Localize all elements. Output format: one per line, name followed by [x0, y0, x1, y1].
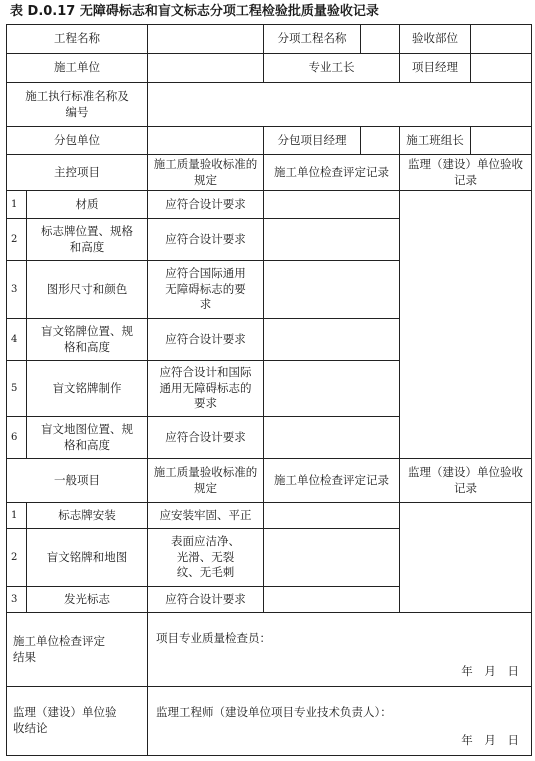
check-record-cell[interactable] [264, 191, 400, 219]
item-name: 盲文铭牌制作 [27, 361, 148, 417]
item-name: 材质 [27, 191, 148, 219]
acceptance-record-table [6, 24, 532, 756]
item-number: 1 [7, 503, 27, 529]
item-standard: 应符合设计要求 [148, 191, 264, 219]
subcontract-manager-label: 分包项目经理 [264, 127, 361, 155]
item-number: 1 [7, 191, 27, 219]
construction-unit-label: 施工单位 [7, 54, 148, 83]
item-name: 盲文地图位置、规格和高度 [27, 417, 148, 459]
general-supervision-record-cell[interactable] [400, 503, 532, 613]
item-name: 标志牌安装 [27, 503, 148, 529]
item-number: 5 [7, 361, 27, 417]
check-record-cell[interactable] [264, 417, 400, 459]
item-number: 3 [7, 587, 27, 613]
team-leader-value[interactable] [471, 127, 532, 155]
quality-inspector-label: 项目专业质量检查员： [156, 631, 271, 645]
item-standard: 应安装牢固、平正 [148, 503, 264, 529]
check-record-cell[interactable] [264, 361, 400, 417]
check-record-cell[interactable] [264, 219, 400, 261]
team-leader-label: 施工班组长 [400, 127, 471, 155]
subcontract-unit-value[interactable] [148, 127, 264, 155]
item-number: 4 [7, 319, 27, 361]
item-name: 发光标志 [27, 587, 148, 613]
construction-result-label: 施工单位检查评定结果 [7, 613, 148, 687]
check-record-cell[interactable] [264, 319, 400, 361]
main-col-supervision: 监理（建设）单位验收记录 [400, 155, 532, 191]
project-manager-label: 项目经理 [400, 54, 471, 83]
standard-name-value[interactable] [148, 83, 532, 127]
general-col-check: 施工单位检查评定记录 [264, 459, 400, 503]
page-title: 表 D.0.17 无障碍标志和盲文标志分项工程检验批质量验收记录 [10, 4, 379, 19]
acceptance-part-value[interactable] [471, 25, 532, 54]
general-col-standard: 施工质量验收标准的规定 [148, 459, 264, 503]
main-col-standard: 施工质量验收标准的规定 [148, 155, 264, 191]
table-row [7, 191, 532, 219]
item-standard: 应符合设计要求 [148, 417, 264, 459]
construction-date: 年 月 日 [461, 664, 519, 679]
item-standard: 应符合设计和国际通用无障碍标志的要求 [148, 361, 264, 417]
item-name: 盲文铭牌和地图 [27, 529, 148, 587]
subproject-name-value[interactable] [361, 25, 400, 54]
general-section-label: 一般项目 [7, 459, 148, 503]
construction-unit-value[interactable] [148, 54, 264, 83]
check-record-cell[interactable] [264, 261, 400, 319]
item-number: 2 [7, 219, 27, 261]
item-name: 图形尺寸和颜色 [27, 261, 148, 319]
item-standard: 应符合设计要求 [148, 319, 264, 361]
supervision-engineer-label: 监理工程师（建设单位项目专业技术负责人）： [156, 705, 392, 719]
standard-name-label: 施工执行标准名称及编号 [7, 83, 148, 127]
professional-foreman-label: 专业工长 [264, 54, 400, 83]
project-manager-value[interactable] [471, 54, 532, 83]
supervision-conclusion-label: 监理（建设）单位验收结论 [7, 687, 148, 756]
item-number: 6 [7, 417, 27, 459]
supervision-date: 年 月 日 [461, 733, 519, 748]
subcontract-unit-label: 分包单位 [7, 127, 148, 155]
item-number: 3 [7, 261, 27, 319]
acceptance-part-label: 验收部位 [400, 25, 471, 54]
main-col-check: 施工单位检查评定记录 [264, 155, 400, 191]
check-record-cell[interactable] [264, 587, 400, 613]
project-name-value[interactable] [148, 25, 264, 54]
main-supervision-record-cell[interactable] [400, 191, 532, 459]
check-record-cell[interactable] [264, 529, 400, 587]
check-record-cell[interactable] [264, 503, 400, 529]
item-standard: 应符合设计要求 [148, 587, 264, 613]
supervision-conclusion-cell[interactable] [148, 687, 532, 756]
item-number: 2 [7, 529, 27, 587]
item-name: 盲文铭牌位置、规格和高度 [27, 319, 148, 361]
general-col-supervision: 监理（建设）单位验收记录 [400, 459, 532, 503]
subproject-name-label: 分项工程名称 [264, 25, 361, 54]
main-section-label: 主控项目 [7, 155, 148, 191]
subcontract-manager-value[interactable] [361, 127, 400, 155]
item-standard: 应符合国际通用无障碍标志的要求 [148, 261, 264, 319]
table-row [7, 503, 532, 529]
item-standard: 表面应洁净、光滑、无裂纹、无毛刺 [148, 529, 264, 587]
construction-result-cell[interactable] [148, 613, 532, 687]
item-standard: 应符合设计要求 [148, 219, 264, 261]
item-name: 标志牌位置、规格和高度 [27, 219, 148, 261]
project-name-label: 工程名称 [7, 25, 148, 54]
